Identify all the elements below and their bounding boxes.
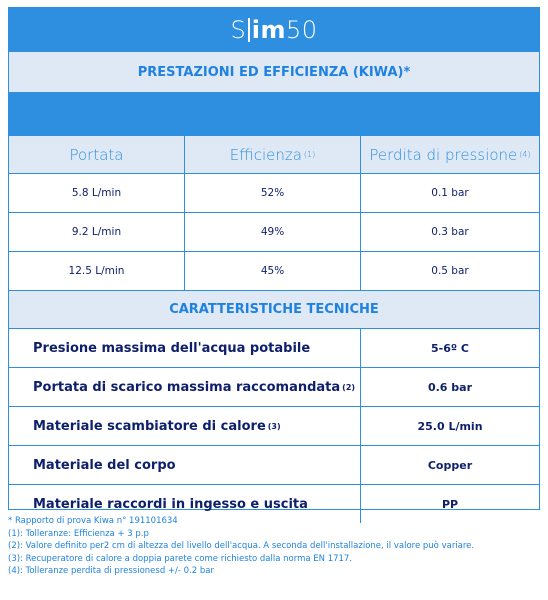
spec-label-text: Materiale scambiatore di calore <box>33 418 266 434</box>
spec-value: 0.6 bar <box>427 380 473 394</box>
footnote: (2): Valore definito per2 cm di altezza del livello dell'acqua. A seconda dell'installazione, il valore può variare. <box>8 541 475 551</box>
header-cell-flow <box>9 136 185 173</box>
logo-im: im <box>251 16 286 44</box>
spec-value: 25.0 L/min <box>417 419 483 433</box>
footnote: (3): Recuperatore di calore a doppia parete come richiesto dalla norma EN 1717. <box>8 553 353 564</box>
spec-row <box>9 407 539 446</box>
slim50-logo <box>230 16 317 44</box>
header-cell-efficiency <box>185 136 361 173</box>
table-row <box>9 252 539 291</box>
header-label: Portata <box>69 145 124 164</box>
spec-label-text: Materiale del corpo <box>33 457 176 473</box>
table-row <box>9 213 539 252</box>
section-title-technical: CARATTERISTICHE TECNICHE <box>9 291 539 329</box>
spec-label-text: Materiale raccordi in ingesso e uscita <box>33 496 308 512</box>
spec-card <box>8 7 540 510</box>
spec-value: PP <box>441 497 459 511</box>
cell-flow: 5.8 L/min <box>9 174 185 212</box>
cell-efficiency: 49% <box>185 213 361 251</box>
footnote: (1): Tolleranze: Efficienza + 3 p.p <box>8 528 149 539</box>
header-cell-pressure-loss <box>361 136 539 173</box>
spec-footnote-ref: (3) <box>267 421 281 431</box>
spec-label <box>9 446 361 484</box>
header-label: Efficienza <box>229 145 302 164</box>
spec-label <box>9 329 361 367</box>
spec-label-text: Portata di scarico massima raccomandata <box>33 379 341 395</box>
logo-divider <box>248 18 250 42</box>
cell-flow: 9.2 L/min <box>9 213 185 251</box>
spec-footnote-ref: (2) <box>342 382 356 392</box>
cell-efficiency: 45% <box>185 252 361 290</box>
spec-label <box>9 407 361 445</box>
header-footnote-ref: (4) <box>519 150 531 159</box>
spec-label <box>9 368 361 406</box>
footnote: * Rapporto di prova Kiwa n° 191101634 <box>8 516 178 526</box>
cell-efficiency: 52% <box>185 174 361 212</box>
header-footnote-ref: (1) <box>303 150 316 159</box>
logo-s: S <box>230 16 247 44</box>
cell-pressure-loss: 0.3 bar <box>431 226 469 238</box>
section-title-performance: PRESTAZIONI ED EFFICIENZA (KIWA)* <box>9 52 539 93</box>
table-row <box>9 174 539 213</box>
logo-number: 50 <box>285 16 318 44</box>
footnote: (4): Tolleranze perdita di pressionesd +/- 0.2 bar <box>8 566 214 576</box>
spec-row <box>9 329 539 368</box>
spec-row <box>9 368 539 407</box>
spec-label-text: Presione massima dell'acqua potabile <box>33 340 311 356</box>
spec-value: Copper <box>427 458 473 472</box>
spec-value: 5-6º C <box>431 341 469 355</box>
blue-band <box>9 93 539 136</box>
performance-header-row <box>9 136 539 174</box>
spec-row <box>9 446 539 485</box>
cell-pressure-loss: 0.5 bar <box>431 265 469 277</box>
header-label: Perdita di pressione <box>369 145 518 164</box>
header-bar <box>9 8 539 52</box>
cell-pressure-loss: 0.1 bar <box>431 187 469 199</box>
cell-flow: 12.5 L/min <box>9 252 185 290</box>
footnotes <box>8 515 540 578</box>
